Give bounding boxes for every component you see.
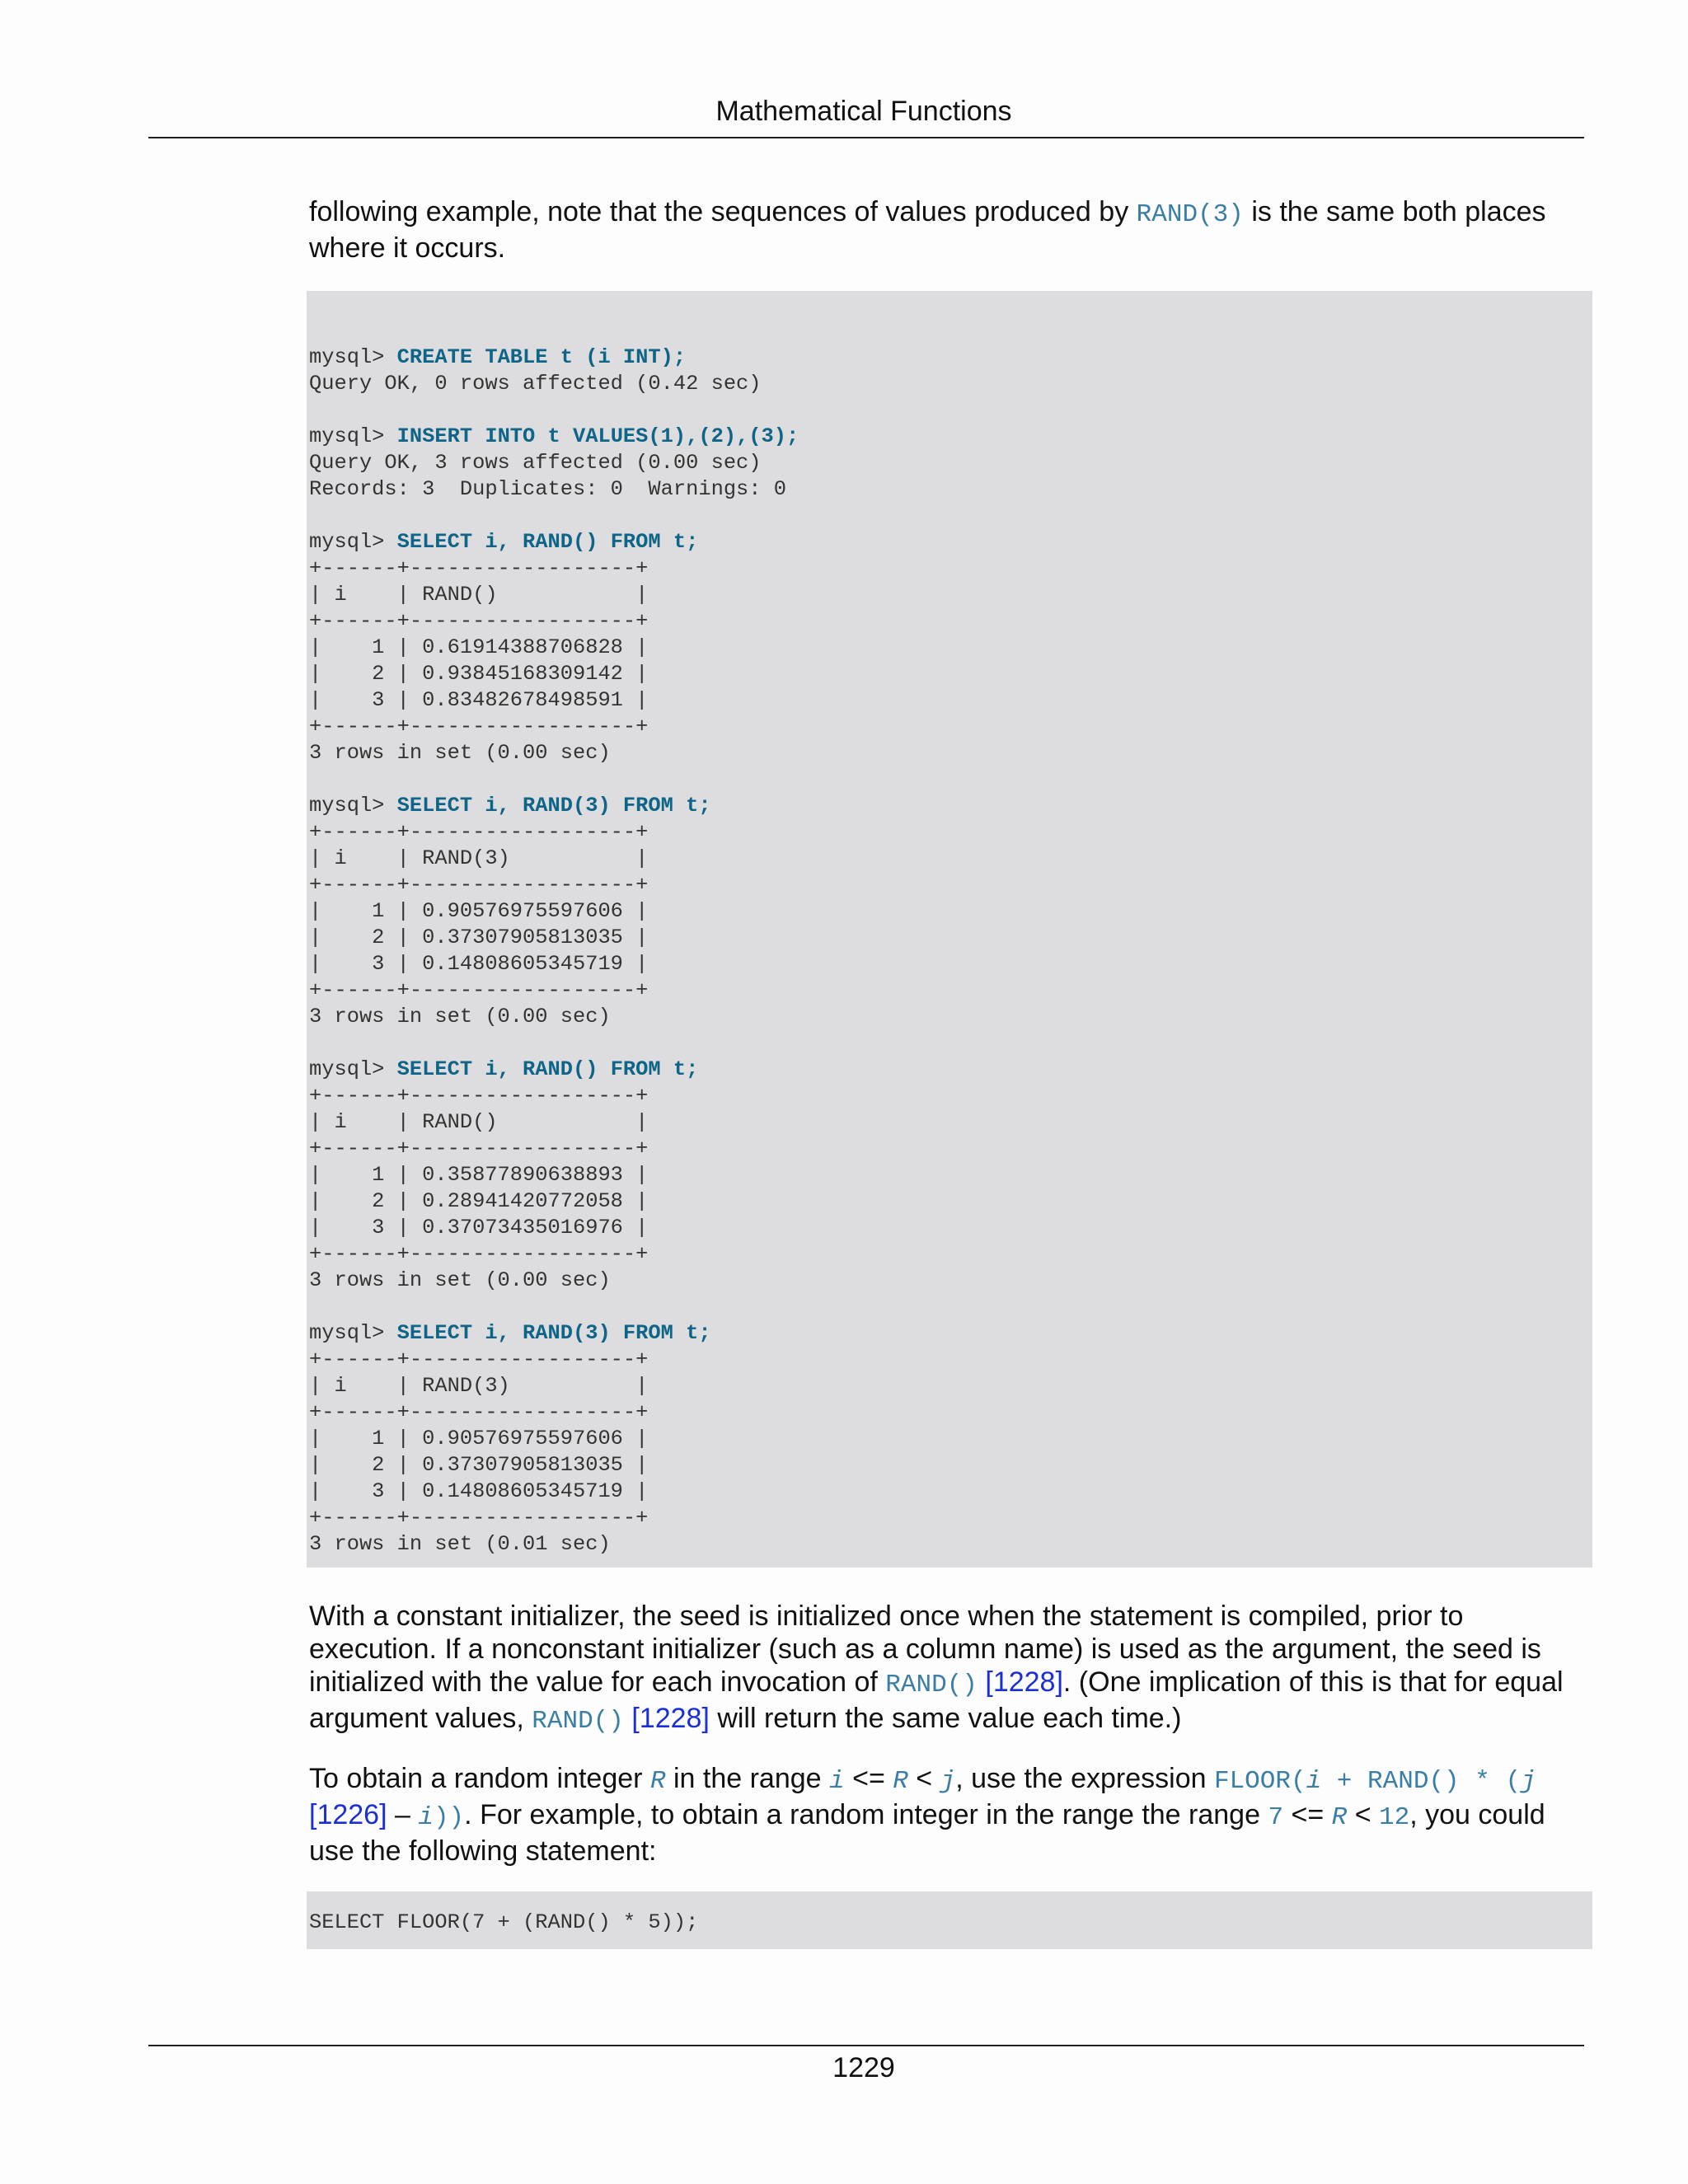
var-r: R [649, 1767, 666, 1796]
code-output-line: +------+------------------+ [309, 820, 649, 844]
code-command-line [309, 793, 1592, 819]
code-output-line: Records: 3 Duplicates: 0 Warnings: 0 [309, 477, 787, 501]
sql-command: SELECT i, RAND(3) FROM t; [396, 1321, 711, 1345]
code-output-line [309, 766, 1592, 793]
code-output-line: +------+------------------+ [309, 1400, 649, 1424]
floor-expr-close: )) [433, 1803, 465, 1832]
range-text-3: , use the expression [955, 1763, 1214, 1794]
floor-expression [1214, 1767, 1536, 1796]
code-output-line: +------+------------------+ [309, 873, 649, 897]
var-r: R [893, 1767, 908, 1796]
code-output-line: | i | RAND() | [309, 583, 649, 607]
footer-rule [148, 2045, 1584, 2046]
floor-var-i: i [1306, 1767, 1322, 1796]
num-12: 12 [1379, 1803, 1410, 1832]
rand-code-1: RAND() [885, 1671, 978, 1699]
mysql-prompt: mysql> [309, 1057, 397, 1081]
floor-var-i2: i [418, 1803, 434, 1832]
seed-text-2: . (One implication of this is that for equal argument values, [309, 1666, 1564, 1734]
range-text-5: , you could use the following statement: [309, 1799, 1545, 1867]
header-rule [148, 137, 1584, 138]
range-op-le: <= [844, 1763, 893, 1794]
sql-command: CREATE TABLE t (i INT); [396, 345, 687, 369]
code-output-line: +------+------------------+ [309, 978, 649, 1002]
range-text-1: To obtain a random integer [309, 1763, 650, 1794]
code-command-line [309, 344, 1592, 371]
var-r: R [1331, 1803, 1348, 1832]
code-output-line [309, 503, 1592, 529]
code-output-line: 3 rows in set (0.00 sec) [309, 741, 611, 765]
code-command-line [309, 1057, 1592, 1083]
code-output-line: | 2 | 0.37307905813035 | [309, 1453, 649, 1477]
sql-command: SELECT i, RAND() FROM t; [396, 530, 699, 554]
mysql-prompt: mysql> [309, 424, 397, 448]
floor-expression-end [418, 1803, 464, 1832]
code-output-line: | 3 | 0.14808605345719 | [309, 1479, 649, 1503]
var-i: i [829, 1767, 845, 1796]
intro-text-before: following example, note that the sequences of values produced by [309, 196, 1137, 227]
mysql-prompt: mysql> [309, 1321, 397, 1345]
sql-command: SELECT i, RAND(3) FROM t; [396, 794, 711, 818]
floor-expr-part: + RAND() * ( [1321, 1767, 1522, 1796]
code-output-line: | 2 | 0.37307905813035 | [309, 926, 649, 949]
code-output-line [309, 1030, 1592, 1057]
code-command-line [309, 1320, 1592, 1347]
code-output-line: 3 rows in set (0.00 sec) [309, 1005, 611, 1029]
rand-reference-link-1[interactable]: [1228] [985, 1666, 1063, 1698]
sql-command: INSERT INTO t VALUES(1),(2),(3); [396, 424, 799, 448]
code-output-line: Query OK, 3 rows affected (0.00 sec) [309, 451, 762, 475]
code-output-line: +------+------------------+ [309, 1242, 649, 1266]
var-j: j [940, 1767, 956, 1796]
code-output-line: 3 rows in set (0.01 sec) [309, 1532, 611, 1556]
seed-text-1: With a constant initializer, the seed is initialized once when the statement is compiled, prior to execution. If a nonconstant initializer (such as a column name) is used as the argument, the seed is initialized with the value for each invocation of [309, 1601, 1541, 1698]
code-command-line [309, 424, 1592, 450]
rand-reference-link-2[interactable]: [1228] [631, 1703, 710, 1734]
code-output-line: +------+------------------+ [309, 715, 649, 738]
code-output-line: +------+------------------+ [309, 1347, 649, 1371]
mysql-prompt: mysql> [309, 345, 397, 369]
intro-paragraph [309, 195, 1595, 265]
range-op-lt: < [907, 1763, 940, 1794]
num-7: 7 [1268, 1803, 1284, 1832]
range-op-le: <= [1283, 1799, 1332, 1830]
code-output-line: | 3 | 0.83482678498591 | [309, 688, 649, 712]
code-command-line [309, 529, 1592, 555]
sql-command: SELECT i, RAND() FROM t; [396, 1057, 699, 1081]
code-example-block [307, 291, 1592, 1568]
select-floor-code-block [307, 1891, 1592, 1949]
seed-explanation-paragraph [309, 1600, 1595, 1738]
code-output-line [309, 1294, 1592, 1320]
code-output-line: | i | RAND() | [309, 1110, 649, 1134]
code-output-line: | 1 | 0.90576975597606 | [309, 1427, 649, 1451]
minus-sign: – [387, 1799, 419, 1830]
code-output-line: | 3 | 0.37073435016976 | [309, 1216, 649, 1240]
rand-code-2: RAND() [532, 1707, 624, 1736]
code-output-line: | 1 | 0.35877890638893 | [309, 1163, 649, 1187]
intro-code-rand3: RAND(3) [1136, 200, 1244, 229]
code-output-line: | 2 | 0.28941420772058 | [309, 1189, 649, 1213]
mysql-prompt: mysql> [309, 794, 397, 818]
floor-expr-part: FLOOR( [1213, 1767, 1306, 1796]
code-output-line: 3 rows in set (0.00 sec) [309, 1268, 611, 1292]
mysql-prompt: mysql> [309, 530, 397, 554]
code-line: SELECT FLOOR(7 + (RAND() * 5)); [309, 1910, 699, 1934]
code-output-line: +------+------------------+ [309, 556, 649, 580]
range-op-lt: < [1347, 1799, 1380, 1830]
floor-var-j: j [1521, 1767, 1536, 1796]
code-output-line: +------+------------------+ [309, 1084, 649, 1108]
code-output-line: +------+------------------+ [309, 609, 649, 633]
code-output-line: | 1 | 0.61914388706828 | [309, 635, 649, 659]
floor-reference-link[interactable]: [1226] [309, 1799, 387, 1830]
random-integer-paragraph [309, 1762, 1595, 1868]
code-output-line: | 1 | 0.90576975597606 | [309, 899, 649, 923]
page-header-title: Mathematical Functions [715, 96, 1012, 127]
seed-text-3: will return the same value each time.) [709, 1703, 1182, 1734]
code-output-line: | 3 | 0.14808605345719 | [309, 952, 649, 976]
code-output-line: | i | RAND(3) | [309, 1374, 649, 1398]
intro-text-after: is the same both places where it occurs. [309, 196, 1546, 264]
range-text-2: in the range [665, 1763, 830, 1794]
code-output-line: +------+------------------+ [309, 1506, 649, 1530]
code-output-line: Query OK, 0 rows affected (0.42 sec) [309, 372, 762, 396]
code-output-line: +------+------------------+ [309, 1137, 649, 1160]
page-number: 1229 [832, 2052, 895, 2083]
code-output-line: | 2 | 0.93845168309142 | [309, 662, 649, 686]
code-output-line [309, 397, 1592, 424]
code-output-line: | i | RAND(3) | [309, 846, 649, 870]
range-text-4: . For example, to obtain a random integer in the range the range [464, 1799, 1268, 1830]
